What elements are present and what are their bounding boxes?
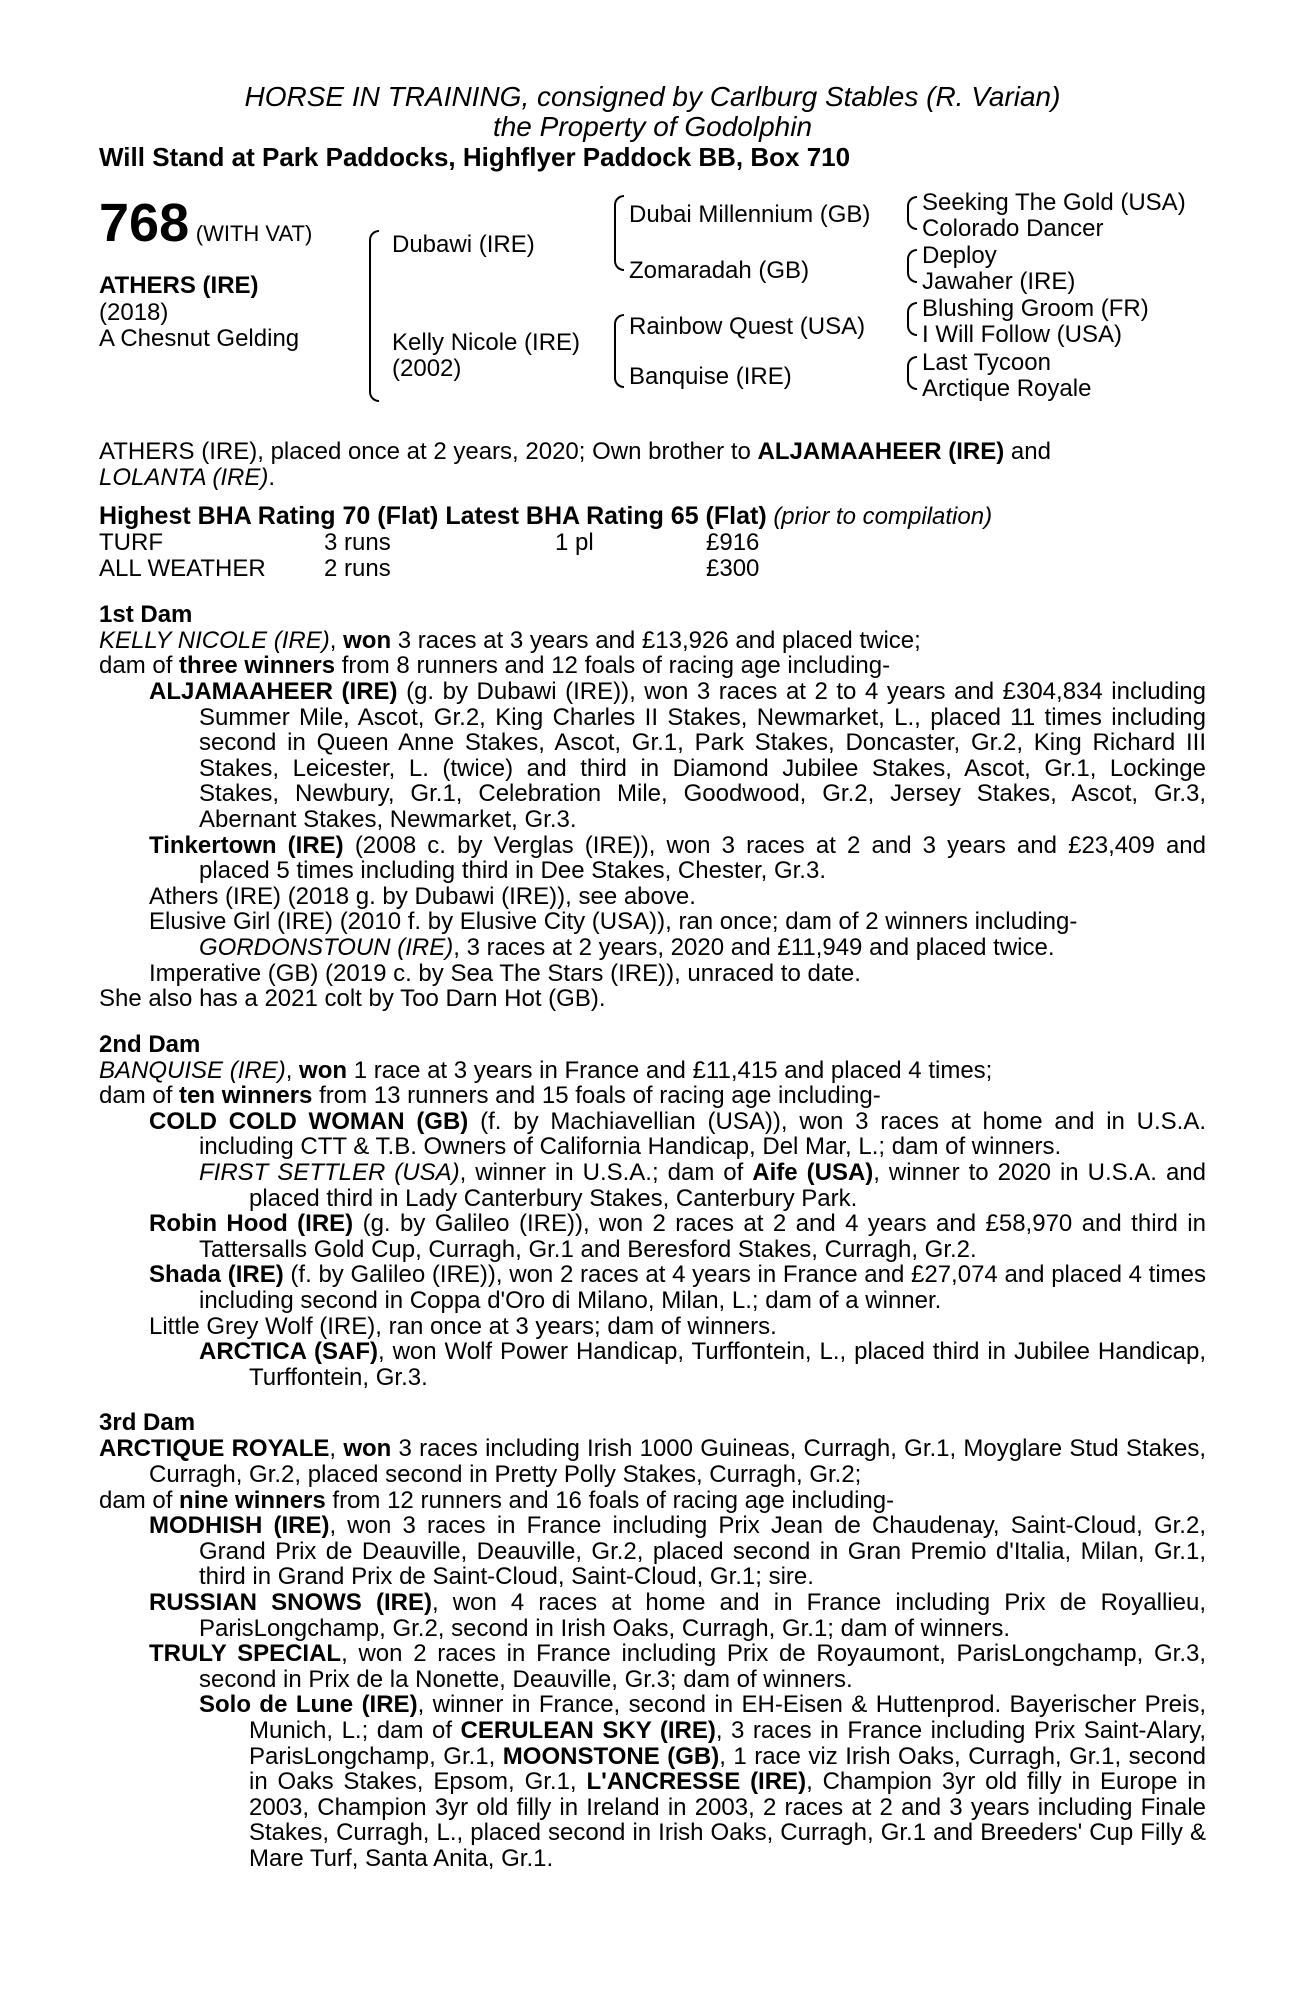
lot-number: 768 (99, 193, 190, 253)
header-line-3: Will Stand at Park Paddocks, Highflyer Paddock BB, Box 710 (99, 142, 851, 172)
sire-dam-brace (369, 230, 379, 402)
list-item: MODHISH (IRE), won 3 races in France including Prix Jean de Chaudenay, Saint-Cloud, Gr.2, Grand Prix de Deauville, Deauville, Gr.2, placed second in Gran Premio d'Italia, Milan, Gr.1, third in Grand Prix de Saint-Cloud, Saint-Cloud, Gr.1; sire. (149, 1512, 1206, 1591)
first-dam-heading: 1st Dam (99, 600, 193, 628)
dsd: I Will Follow (USA) (922, 321, 1123, 348)
header-line-1: HORSE IN TRAINING, consigned by Carlburg Stables (R. Varian) (244, 81, 1061, 112)
horse-name: ATHERS (IRE) (99, 272, 259, 299)
sire-line-brace (614, 195, 624, 271)
horse-description: A Chesnut Gelding (99, 325, 300, 352)
table-cell: £300 (706, 554, 760, 582)
dam-sire: Rainbow Quest (USA) (629, 313, 866, 340)
sire-dam: Zomaradah (GB) (629, 257, 810, 284)
list-item: Robin Hood (IRE) (g. by Galileo (IRE)), won 2 races at 2 and 4 years and £58,970 and third in Tattersalls Gold Cup, Curragh, Gr.1 and Beresford Stakes, Curragh, Gr.2. (149, 1210, 1206, 1263)
list-item: Little Grey Wolf (IRE), ran once at 3 years; dam of winners. (149, 1312, 777, 1340)
dds: Last Tycoon (922, 349, 1051, 376)
list-item: She also has a 2021 colt by Too Darn Hot (GB). (99, 985, 606, 1013)
brace-1 (907, 196, 917, 230)
second-dam-produce: dam of ten winners from 13 runners and 15 foals of racing age including- (99, 1082, 881, 1110)
brace-4 (907, 356, 917, 390)
third-dam-heading: 3rd Dam (99, 1409, 196, 1437)
sire-sire: Dubai Millennium (GB) (629, 201, 871, 228)
second-dam-heading: 2nd Dam (99, 1030, 201, 1058)
table-cell: 1 pl (555, 528, 594, 556)
sds: Deploy (922, 242, 997, 269)
pedigree-block (99, 190, 1206, 425)
table-cell: ALL WEATHER (99, 554, 266, 582)
horse-year: (2018) (99, 299, 169, 326)
list-item: Elusive Girl (IRE) (2010 f. by Elusive City (USA)), ran once; dam of 2 winners including- (149, 908, 1078, 936)
list-item: TRULY SPECIAL, won 2 races in France including Prix de Royaumont, ParisLongchamp, Gr.3, second in Prix de la Nonette, Deauville, Gr.3; dam of winners. (149, 1640, 1207, 1693)
rating-section (99, 504, 1206, 582)
dam-dam: Banquise (IRE) (629, 363, 792, 390)
table-cell: £916 (706, 528, 760, 556)
third-dam-line: ARCTIQUE ROYALE, won 3 races including Irish 1000 Guineas, Curragh, Gr.1, Moyglare Stud Stakes, Curragh, Gr.2, placed second in Pretty Polly Stakes, Curragh, Gr.2; (99, 1435, 1207, 1488)
list-item: Athers (IRE) (2018 g. by Dubawi (IRE)), see above. (149, 882, 696, 910)
first-dam-line: KELLY NICOLE (IRE), won 3 races at 3 years and £13,926 and placed twice; (99, 626, 921, 654)
catalogue-page (99, 82, 1206, 1872)
ssd: Colorado Dancer (922, 215, 1104, 242)
list-item: ARCTICA (SAF), won Wolf Power Handicap, Turffontein, L., placed third in Jubilee Handicap, Turffontein, Gr.3. (199, 1338, 1206, 1391)
sdd: Jawaher (IRE) (922, 268, 1076, 295)
list-item: ALJAMAAHEER (IRE) (g. by Dubawi (IRE)), won 3 races at 2 to 4 years and £304,834 including Summer Mile, Ascot, Gr.2, King Charles II Stakes, Newmarket, L., placed 11 times including second in Queen Anne Stakes, Ascot, Gr.1, Park Stakes, Doncaster, Gr.2, King Richard III Stakes, Leicester, L. (twice) and third in Diamond Jubilee Stakes, Ascot, Gr.1, Lockinge Stakes, Newbury, Gr.1, Celebration Mile, Goodwood, Gr.2, Jersey Stakes, Ascot, Gr.3, Abernant Stakes, Newmarket, Gr.3. (149, 677, 1207, 833)
second-dam-line: BANQUISE (IRE), won 1 race at 3 years in France and £11,415 and placed 4 times; (99, 1056, 993, 1084)
list-item: COLD COLD WOMAN (GB) (f. by Machiavellian (USA)), won 3 races at home and in U.S.A. including CTT & T.B. Owners of California Handicap, Del Mar, L.; dam of winners. (149, 1107, 1207, 1161)
lot-vat: (WITH VAT) (195, 221, 313, 246)
header-line-2: the Property of Godolphin (492, 111, 813, 142)
list-item: Solo de Lune (IRE), winner in France, second in EH-Eisen & Huttenprod. Bayerischer Preis, Munich, L.; dam of CERULEAN SKY (IRE), 3 races in France including Prix Saint-Alary, ParisLongchamp, Gr.1, MOONSTONE (GB), 1 race viz Irish Oaks, Curragh, Gr.1, second in Oaks Stakes, Epsom, Gr.1, L'ANCRESSE (IRE), Champion 3yr old filly in Europe in 2003, Champion 3yr old filly in Ireland in 2003, 2 races at 2 and 3 years including Finale Stakes, Curragh, L., placed second in Irish Oaks, Curragh, Gr.1 and Breeders' Cup Filly & Mare Turf, Santa Anita, Gr.1. (199, 1691, 1207, 1872)
brace-2 (907, 249, 917, 283)
table-cell: 3 runs (324, 528, 391, 556)
rating-line: Highest BHA Rating 70 (Flat) Latest BHA Rating 65 (Flat) (prior to compilation) (99, 502, 993, 531)
list-item: Imperative (GB) (2019 c. by Sea The Stars (IRE)), unraced to date. (149, 959, 861, 987)
table-cell: TURF (99, 528, 163, 556)
list-item: Tinkertown (IRE) (2008 c. by Verglas (IRE)), won 3 races at 2 and 3 years and £23,409 and placed 5 times including third in Dee Stakes, Chester, Gr.3. (149, 831, 1207, 885)
third-dam-produce: dam of nine winners from 12 runners and 16 foals of racing age including- (99, 1486, 895, 1514)
dam-line-brace (614, 314, 624, 388)
dam: Kelly Nicole (IRE) (392, 329, 581, 356)
intro-paragraph: ATHERS (IRE), placed once at 2 years, 2020; Own brother to ALJAMAAHEER (IRE) and LOLANTA (IRE). (99, 438, 1051, 491)
table-cell: 2 runs (324, 554, 391, 582)
brace-3 (907, 302, 917, 336)
sss: Seeking The Gold (USA) (922, 189, 1186, 216)
sire: Dubawi (IRE) (392, 231, 535, 258)
dam-year: (2002) (392, 355, 462, 382)
ddd: Arctique Royale (922, 375, 1092, 402)
list-item: GORDONSTOUN (IRE), 3 races at 2 years, 2020 and £11,949 and placed twice. (199, 933, 1055, 961)
lot-number-line (99, 193, 313, 253)
list-item: Shada (IRE) (f. by Galileo (IRE)), won 2 races at 4 years in France and £27,074 and placed 4 times including second in Coppa d'Oro di Milano, Milan, L.; dam of a winner. (149, 1261, 1206, 1315)
dss: Blushing Groom (FR) (922, 295, 1149, 322)
list-item: RUSSIAN SNOWS (IRE), won 4 races at home and in France including Prix de Royallieu, ParisLongchamp, Gr.2, second in Irish Oaks, Curragh, Gr.1; dam of winners. (149, 1588, 1206, 1642)
rating-table (99, 530, 1206, 582)
list-item: FIRST SETTLER (USA), winner in U.S.A.; dam of Aife (USA), winner to 2020 in U.S.A. and placed third in Lady Canterbury Stakes, Canterbury Park. (199, 1159, 1206, 1212)
first-dam-produce: dam of three winners from 8 runners and 12 foals of racing age including- (99, 652, 891, 680)
